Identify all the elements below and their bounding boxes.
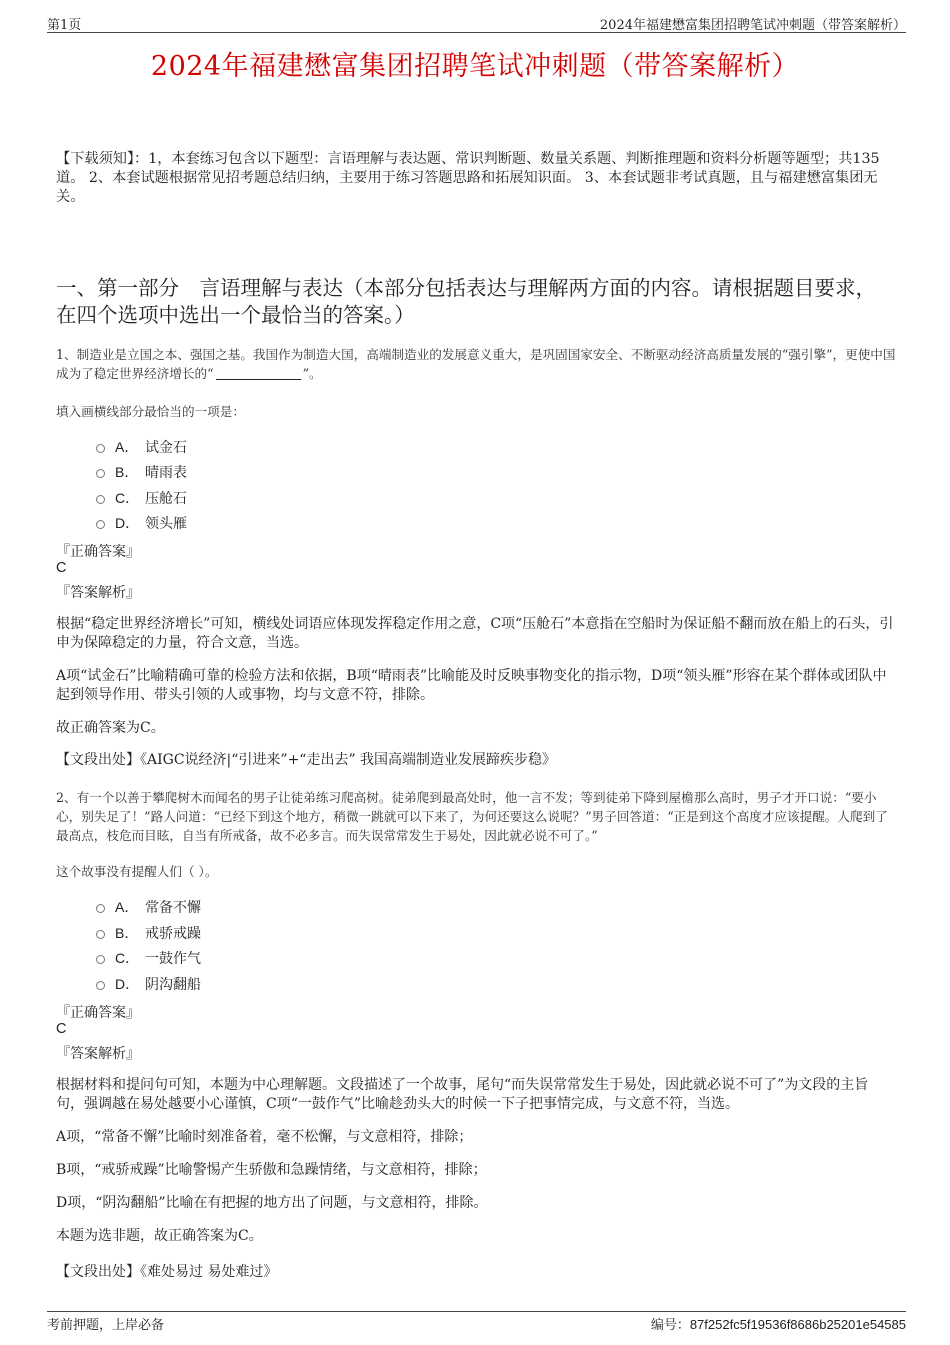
question-2-stem: 2、有一个以善于攀爬树木而闻名的男子让徒弟练习爬高树。徒弟爬到最高处时，他一言不发；等到徒弟下降到屋檐那么高时，男子才开口说：“要小心，别失足了！”路人问道：“已经下到这个地方，稍微一跳就可以下来了，为何还要这么说呢？”男子回答道：“正是到这个高度才应该提醒。人爬到了最高点，枝危而目眩，自当有所戒备，故不必多言。而失误常常发生于易处，因此就必说不可了。” <box>56 790 888 843</box>
page-number: 第1页 <box>47 18 82 33</box>
question-2-answer-label: 『正确答案』 <box>56 1005 140 1021</box>
header-divider <box>47 32 906 33</box>
question-1-option-b[interactable]: B． 晴雨表 <box>96 462 187 482</box>
question-1-answer-label: 『正确答案』 <box>56 544 140 560</box>
document-title: 2024年福建懋富集团招聘笔试冲刺题（带答案解析） <box>150 51 800 82</box>
question-2-option-c[interactable]: C． 一鼓作气 <box>96 948 201 968</box>
question-1-answer: C <box>56 560 67 576</box>
radio-icon[interactable] <box>96 469 105 478</box>
question-1-analysis-para: A项“试金石”比喻精确可靠的检验方法和依据，B项“晴雨表”比喻能及时反映事物变化的指示物，D项“领头雁”形容在某个群体或团队中起到领导作用、带头引领的人或事物，均与文意不符，排除。 <box>56 668 887 703</box>
question-2-analysis-para: B项，“戒骄戒躁”比喻警惕产生骄傲和急躁情绪，与文意相符，排除； <box>56 1162 487 1178</box>
radio-icon[interactable] <box>96 955 105 964</box>
answer-blank <box>216 379 301 380</box>
radio-icon[interactable] <box>96 444 105 453</box>
header-doc-title: 2024年福建懋富集团招聘笔试冲刺题（带答案解析） <box>599 18 906 33</box>
question-1-analysis-para: 故正确答案为C。 <box>56 720 165 736</box>
question-1-stem: 1、制造业是立国之本、强国之基。我国作为制造大国，高端制造业的发展意义重大，是巩固国家安全、不断驱动经济高质量发展的“强引擎”，更使中国成为了稳定世界经济增长的“ ”。 <box>56 347 896 381</box>
radio-icon[interactable] <box>96 930 105 939</box>
question-2-option-d[interactable]: D． 阴沟翻船 <box>96 974 201 994</box>
radio-icon[interactable] <box>96 981 105 990</box>
question-2-analysis-label: 『答案解析』 <box>56 1046 140 1062</box>
footer-divider <box>47 1311 906 1312</box>
question-2-analysis-para: D项，“阴沟翻船”比喻在有把握的地方出了问题，与文意相符，排除。 <box>56 1195 488 1211</box>
footer-slogan: 考前押题，上岸必备 <box>47 1318 165 1333</box>
question-1-analysis-label: 『答案解析』 <box>56 585 140 601</box>
question-1-source: 【文段出处】《AIGC说经济|“引进来”+“走出去” 我国高端制造业发展蹄疾步稳》 <box>56 752 557 768</box>
radio-icon[interactable] <box>96 904 105 913</box>
question-2-source: 【文段出处】《难处易过 易处难过》 <box>56 1264 278 1280</box>
question-2-prompt: 这个故事没有提醒人们（ ）。 <box>56 864 218 879</box>
question-2-analysis-para: A项，“常备不懈”比喻时刻准备着，毫不松懈，与文意相符，排除； <box>56 1129 473 1145</box>
question-2-answer: C <box>56 1021 67 1037</box>
footer-code: 编号：87f252fc5f19536f8686b25201e54585 <box>650 1317 906 1333</box>
question-2-analysis-para: 本题为选非题，故正确答案为C。 <box>56 1228 263 1244</box>
question-1-option-d[interactable]: D． 领头雁 <box>96 513 187 533</box>
question-2-option-b[interactable]: B． 戒骄戒躁 <box>96 923 201 943</box>
question-1-prompt: 填入画横线部分最恰当的一项是： <box>56 404 245 419</box>
section-heading: 一、第一部分 言语理解与表达（本部分包括表达与理解两方面的内容。请根据题目要求，在四个选项中选出一个最恰当的答案。） <box>56 276 876 327</box>
question-1-option-c[interactable]: C． 压舱石 <box>96 488 187 508</box>
question-2-option-a[interactable]: A． 常备不懈 <box>96 897 201 917</box>
radio-icon[interactable] <box>96 495 105 504</box>
download-notice: 【下载须知】：1，本套练习包含以下题型：言语理解与表达题、常识判断题、数量关系题、判断推理题和资料分析题等题型；共135道。 2、本套试题根据常见招考题总结归纳，主要用于练习答题思路和拓展知识面。 3、本套试题非考试真题，且与福建懋富集团无关。 <box>56 151 880 205</box>
question-2-analysis-para: 根据材料和提问句可知，本题为中心理解题。文段描述了一个故事，尾句“而失误常常发生于易处，因此就必说不可了”为文段的主旨句，强调越在易处越要小心谨慎，C项“一鼓作气”比喻趁劲头大的时候一下子把事情完成，与文意不符，当选。 <box>56 1077 869 1112</box>
question-1-analysis-para: 根据“稳定世界经济增长”可知，横线处词语应体现发挥稳定作用之意，C项“压舱石”本意指在空船时为保证船不翻而放在船上的石头，引申为保障稳定的力量，符合文意，当选。 <box>56 616 894 651</box>
question-1-option-a[interactable]: A． 试金石 <box>96 437 187 457</box>
radio-icon[interactable] <box>96 520 105 529</box>
